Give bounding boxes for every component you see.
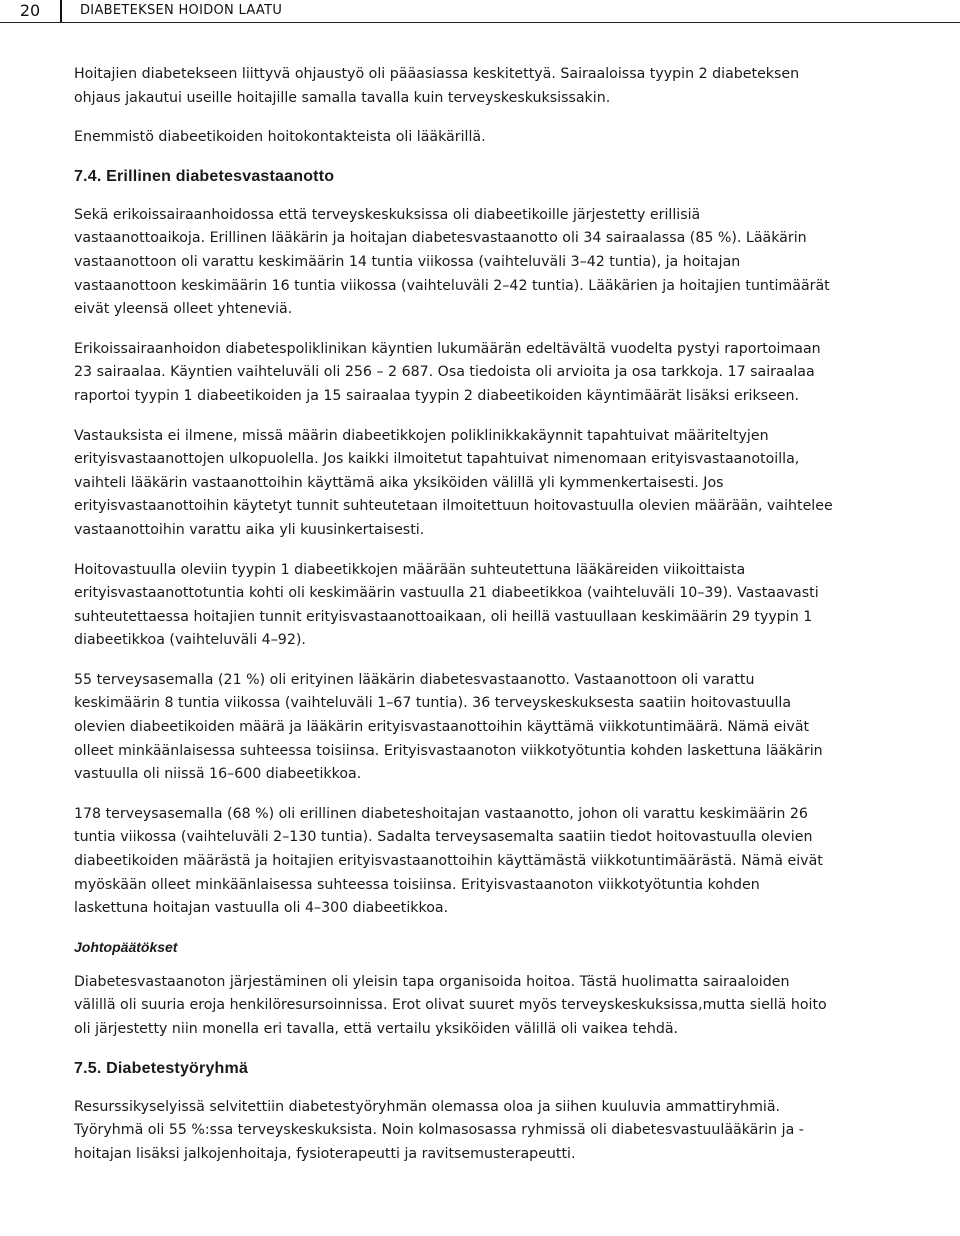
header-rule <box>0 22 960 23</box>
paragraph: Erikoissairaanhoidon diabetespoliklinikan käyntien lukumäärän edeltävältä vuodelta pystyi raportoimaan 23 sairaalaa. Käyntien vaihteluväli oli 256 – 2 687. Osa tiedoista oli arvioita ja osa tarkkoja. 17 sairaalaa raportoi tyypin 1 diabeetikoiden ja 15 sairaalaa tyypin 2 diabeetikoiden käyntimäärät lisäksi erikseen. <box>74 340 821 404</box>
paragraph: Vastauksista ei ilmene, missä määrin diabeetikkojen poliklinikkakäynnit tapahtuivat määriteltyjen erityisvastaanottojen ulkopuolella. Jos kaikki ilmoitetut tapahtuivat nimenomaan erityisvastaanotoilla, vaihteli lääkärin vastaanottoihin käyttämä aika yksiköiden välillä yli kymmenkertaisesti. Jos erityisvastaanottoihin käytetyt tunnit suhteutetaan ilmoitettuun hoitovastuulla olevien määrään, vaihtelee vastaanottoihin varattu aika yli kuusinkertaisesti. <box>74 427 833 538</box>
paragraph: 55 terveysasemalla (21 %) oli erityinen lääkärin diabetesvastaanotto. Vastaanottoon oli varattu keskimäärin 8 tuntia viikossa (vaihteluväli 1–67 tuntia). 36 terveyskeskuksesta saatiin hoitovastuulla olevien diabeetikoiden määrä ja lääkärin erityisvastaanottoihin käyttämä viikkotuntimäärä. Nämä eivät olleet minkäänlaisessa suhteessa toisiinsa. Erityisvastaanoton viikkotyötuntia kohden laskettuna lääkärin vastuulla oli niissä 16–600 diabeetikkoa. <box>74 671 823 783</box>
paragraph: 178 terveysasemalla (68 %) oli erillinen diabeteshoitajan vastaanotto, johon oli varattu keskimäärin 26 tuntia viikossa (vaihteluväli 2–130 tuntia). Sadalta terveysasemalta saatiin tiedot hoitovastuulla olevien diabeetikoiden määrästä ja hoitajien erityisvastaanottoihin käyttämästä viikkotuntimäärästä. Nämä eivät myöskään olleet minkäänlaisessa suhteessa toisiinsa. Erityisvastaanoton viikkotyötuntia kohden laskettuna hoitajan vastuulla oli 4–300 diabeetikkoa. <box>74 805 823 917</box>
page-header <box>0 0 960 22</box>
running-title: DIABETEKSEN HOIDON LAATU <box>80 3 283 18</box>
subsection-heading: Johtopäätökset <box>74 938 178 955</box>
section-heading: 7.5. Diabetestyöryhmä <box>74 1059 249 1077</box>
page-body <box>74 63 834 1182</box>
page-number: 20 <box>19 1 41 20</box>
section-heading: 7.4. Erillinen diabetesvastaanotto <box>74 167 335 185</box>
paragraph: Enemmistö diabeetikoiden hoitokontakteista oli lääkärillä. <box>74 129 486 146</box>
paragraph: Diabetesvastaanoton järjestäminen oli yleisin tapa organisoida hoitoa. Tästä huolimatta sairaaloiden välillä oli suuria eroja henkilöresursoinnissa. Erot olivat suuret myös terveyskeskuksissa,mutta siellä hoito oli järjestetty niin monella eri tavalla, että vertailu yksiköiden välillä oli vaikea tehdä. <box>74 973 827 1037</box>
paragraph: Hoitajien diabetekseen liittyvä ohjaustyö oli pääasiassa keskitettyä. Sairaaloissa tyypin 2 diabeteksen ohjaus jakautui useille hoitajille samalla tavalla kuin terveyskeskuksissakin. <box>74 66 800 106</box>
page-number-divider <box>60 0 62 22</box>
paragraph: Hoitovastuulla oleviin tyypin 1 diabeetikkojen määrään suhteutettuna lääkäreiden viikoittaista erityisvastaanottotuntia kohti oli keskimäärin vastuulla 21 diabeetikkoa (vaihteluväli 10–39). Vastaavasti suhteutettaessa hoitajien tunnit erityisvastaanottoaikaan, oli heillä vastuullaan keskimäärin 29 tyypin 1 diabeetikkoa (vaihteluväli 4–92). <box>74 561 819 649</box>
paragraph: Resurssikyselyissä selvitettiin diabetestyöryhmän olemassa oloa ja siihen kuuluvia ammattiryhmiä. Työryhmä oli 55 %:ssa terveyskeskuksista. Noin kolmasosassa ryhmissä oli diabetesvastuulääkärin ja -hoitajan lisäksi jalkojenhoitaja, fysioterapeutti ja ravitsemusterapeutti. <box>74 1098 804 1162</box>
paragraph: Sekä erikoissairaanhoidossa että terveyskeskuksissa oli diabeetikoille järjestetty erillisiä vastaanottoaikoja. Erillinen lääkärin ja hoitajan diabetesvastaanotto oli 34 sairaalassa (85 %). Lääkärin vastaanottoon oli varattu keskimäärin 14 tuntia viikossa (vaihteluväli 3–42 tuntia), ja hoitajan vastaanottoon keskimäärin 16 tuntia viikossa (vaihteluväli 2–42 tuntia). Lääkärien ja hoitajien tuntimäärät eivät yleensä olleet yhteneviä. <box>74 206 830 318</box>
